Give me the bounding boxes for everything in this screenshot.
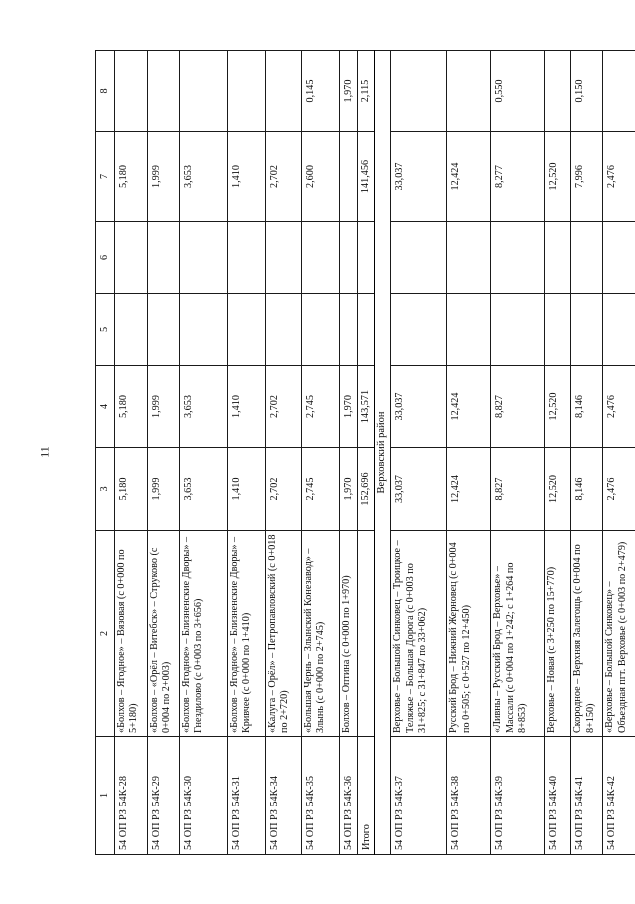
col6-cell — [545, 222, 571, 294]
length-asphalt-cell: 8,146 — [571, 366, 603, 448]
col6-cell — [447, 222, 491, 294]
road-code-cell: 54 ОП РЗ 54К-40 — [545, 737, 571, 855]
road-code-cell: 54 ОП РЗ 54К-39 — [491, 737, 545, 855]
col8-cell — [228, 51, 266, 132]
col5-cell — [115, 294, 148, 366]
length-total-cell: 12,520 — [545, 448, 571, 531]
col7-cell: 12,424 — [447, 132, 491, 222]
col7-cell: 2,702 — [266, 132, 302, 222]
col7-cell: 3,653 — [180, 132, 228, 222]
road-code-cell: 54 ОП РЗ 54К-35 — [302, 737, 340, 855]
length-total-cell: 3,653 — [180, 448, 228, 531]
road-code-cell: 54 ОП РЗ 54К-41 — [571, 737, 603, 855]
page-number: 11 — [37, 446, 52, 458]
length-total-cell: 2,476 — [603, 448, 635, 531]
road-code-cell: 54 ОП РЗ 54К-36 — [340, 737, 358, 855]
total-row — [358, 51, 375, 855]
table-row — [266, 51, 302, 855]
length-asphalt-cell: 33,037 — [391, 366, 447, 448]
total-c4-cell: 143,571 — [358, 366, 375, 448]
table-row — [228, 51, 266, 855]
col-number-8: 8 — [96, 51, 115, 132]
length-total-cell: 1,999 — [148, 448, 180, 531]
length-asphalt-cell: 2,702 — [266, 366, 302, 448]
col7-cell: 33,037 — [391, 132, 447, 222]
total-c3-cell: 152,696 — [358, 448, 375, 531]
road-name-cell: «Ливны – Русский Брод – Верховье» – Массали (с 0+004 по 1+242; с 1+264 по 8+853) — [491, 531, 545, 737]
col7-cell: 2,600 — [302, 132, 340, 222]
column-number-row — [96, 51, 115, 855]
length-asphalt-cell: 5,180 — [115, 366, 148, 448]
length-total-cell: 8,827 — [491, 448, 545, 531]
road-name-cell: Русский Брод – Нижний Жерновец (с 0+004 по 0+505; с 0+527 по 12+450) — [447, 531, 491, 737]
table-row — [180, 51, 228, 855]
col7-cell: 8,277 — [491, 132, 545, 222]
col8-cell — [266, 51, 302, 132]
col6-cell — [491, 222, 545, 294]
length-asphalt-cell: 2,476 — [603, 366, 635, 448]
table-row — [545, 51, 571, 855]
col8-cell — [603, 51, 635, 132]
col6-cell — [340, 222, 358, 294]
col6-cell — [148, 222, 180, 294]
rotated-table-container — [95, 51, 628, 855]
col-number-5: 5 — [96, 294, 115, 366]
col5-cell — [491, 294, 545, 366]
length-asphalt-cell: 1,410 — [228, 366, 266, 448]
length-total-cell: 8,146 — [571, 448, 603, 531]
col8-cell: 0,150 — [571, 51, 603, 132]
road-name-cell: «Болхов – Ягодное» – Близненские Дворы» – Гнездилово (с 0+003 по 3+656) — [180, 531, 228, 737]
col7-cell: 7,996 — [571, 132, 603, 222]
length-total-cell: 2,702 — [266, 448, 302, 531]
road-name-cell: «Калуга – Орёл» – Петропавловский (с 0+018 по 2+720) — [266, 531, 302, 737]
roads-table — [95, 50, 635, 855]
col6-cell — [228, 222, 266, 294]
col8-cell — [391, 51, 447, 132]
col7-cell: 1,410 — [228, 132, 266, 222]
col6-cell — [603, 222, 635, 294]
road-name-cell: «Большая Чернь – Злынский Конезавод» – Злынь (с 0+000 по 2+745) — [302, 531, 340, 737]
length-asphalt-cell: 1,999 — [148, 366, 180, 448]
col6-cell — [115, 222, 148, 294]
col7-cell — [340, 132, 358, 222]
road-code-cell: 54 ОП РЗ 54К-29 — [148, 737, 180, 855]
col5-cell — [340, 294, 358, 366]
col7-cell: 2,476 — [603, 132, 635, 222]
length-total-cell: 12,424 — [447, 448, 491, 531]
col5-cell — [603, 294, 635, 366]
table-row — [491, 51, 545, 855]
col8-cell — [148, 51, 180, 132]
length-asphalt-cell: 8,827 — [491, 366, 545, 448]
col-number-7: 7 — [96, 132, 115, 222]
col5-cell — [447, 294, 491, 366]
table-row — [603, 51, 635, 855]
total-c5-cell — [358, 294, 375, 366]
col5-cell — [266, 294, 302, 366]
col8-cell: 1,970 — [340, 51, 358, 132]
road-name-cell: «Болхов – Ягодное» – Близненские Дворы» – Кривчее (с 0+000 по 1+410) — [228, 531, 266, 737]
col8-cell: 0,145 — [302, 51, 340, 132]
road-name-cell: Скородное – Верхняя Залегощь (с 0+004 по 8+150) — [571, 531, 603, 737]
total-c7-cell: 141,456 — [358, 132, 375, 222]
col6-cell — [266, 222, 302, 294]
col7-cell: 12,520 — [545, 132, 571, 222]
table-row — [340, 51, 358, 855]
col6-cell — [302, 222, 340, 294]
col7-cell: 1,999 — [148, 132, 180, 222]
road-code-cell: 54 ОП РЗ 54К-31 — [228, 737, 266, 855]
col5-cell — [302, 294, 340, 366]
col8-cell — [180, 51, 228, 132]
col8-cell: 0,550 — [491, 51, 545, 132]
road-code-cell: 54 ОП РЗ 54К-37 — [391, 737, 447, 855]
table-row — [571, 51, 603, 855]
col5-cell — [180, 294, 228, 366]
col5-cell — [571, 294, 603, 366]
col5-cell — [391, 294, 447, 366]
length-total-cell: 5,180 — [115, 448, 148, 531]
length-asphalt-cell: 1,970 — [340, 366, 358, 448]
road-name-cell: «Болхов – Ягодное» – Вязовая (с 0+000 по 5+180) — [115, 531, 148, 737]
length-total-cell: 33,037 — [391, 448, 447, 531]
road-code-cell: 54 ОП РЗ 54К-28 — [115, 737, 148, 855]
col-number-4: 4 — [96, 366, 115, 448]
district-header-row — [375, 51, 391, 855]
col8-cell — [545, 51, 571, 132]
total-c6-cell — [358, 222, 375, 294]
road-name-cell: Верховье – Большой Синковец – Троицкое – Теляжье – Большая Дорога (с 0+003 по 31+825; с 31+847 по 33+062) — [391, 531, 447, 737]
col-number-2: 2 — [96, 531, 115, 737]
table-row — [391, 51, 447, 855]
road-code-cell: 54 ОП РЗ 54К-34 — [266, 737, 302, 855]
col7-cell: 5,180 — [115, 132, 148, 222]
col6-cell — [571, 222, 603, 294]
road-code-cell: 54 ОП РЗ 54К-30 — [180, 737, 228, 855]
col5-cell — [228, 294, 266, 366]
table-row — [302, 51, 340, 855]
col5-cell — [545, 294, 571, 366]
col-number-3: 3 — [96, 448, 115, 531]
col8-cell — [115, 51, 148, 132]
length-total-cell: 2,745 — [302, 448, 340, 531]
col5-cell — [148, 294, 180, 366]
road-name-cell: «Болхов – «Орёл – Витебск» – Струково (с 0+004 по 2+003) — [148, 531, 180, 737]
total-name-cell — [358, 531, 375, 737]
road-name-cell: Болхов – Оптина (с 0+000 по 1+970) — [340, 531, 358, 737]
length-total-cell: 1,970 — [340, 448, 358, 531]
length-total-cell: 1,410 — [228, 448, 266, 531]
col-number-6: 6 — [96, 222, 115, 294]
length-asphalt-cell: 12,520 — [545, 366, 571, 448]
col6-cell — [180, 222, 228, 294]
length-asphalt-cell: 12,424 — [447, 366, 491, 448]
total-c8-cell: 2,115 — [358, 51, 375, 132]
length-asphalt-cell: 2,745 — [302, 366, 340, 448]
table-row — [447, 51, 491, 855]
road-code-cell: 54 ОП РЗ 54К-42 — [603, 737, 635, 855]
col-number-1: 1 — [96, 737, 115, 855]
col8-cell — [447, 51, 491, 132]
total-label: Итого — [358, 737, 375, 855]
table-row — [148, 51, 180, 855]
road-name-cell: Верховье – Новая (с 3+250 по 15+770) — [545, 531, 571, 737]
col6-cell — [391, 222, 447, 294]
road-code-cell: 54 ОП РЗ 54К-38 — [447, 737, 491, 855]
road-name-cell: «Верховье – Большой Синковец» – Объездная пгт. Верховье (с 0+003 по 2+479) — [603, 531, 635, 737]
district-title: Верховский район — [375, 51, 391, 855]
length-asphalt-cell: 3,653 — [180, 366, 228, 448]
table-row — [115, 51, 148, 855]
